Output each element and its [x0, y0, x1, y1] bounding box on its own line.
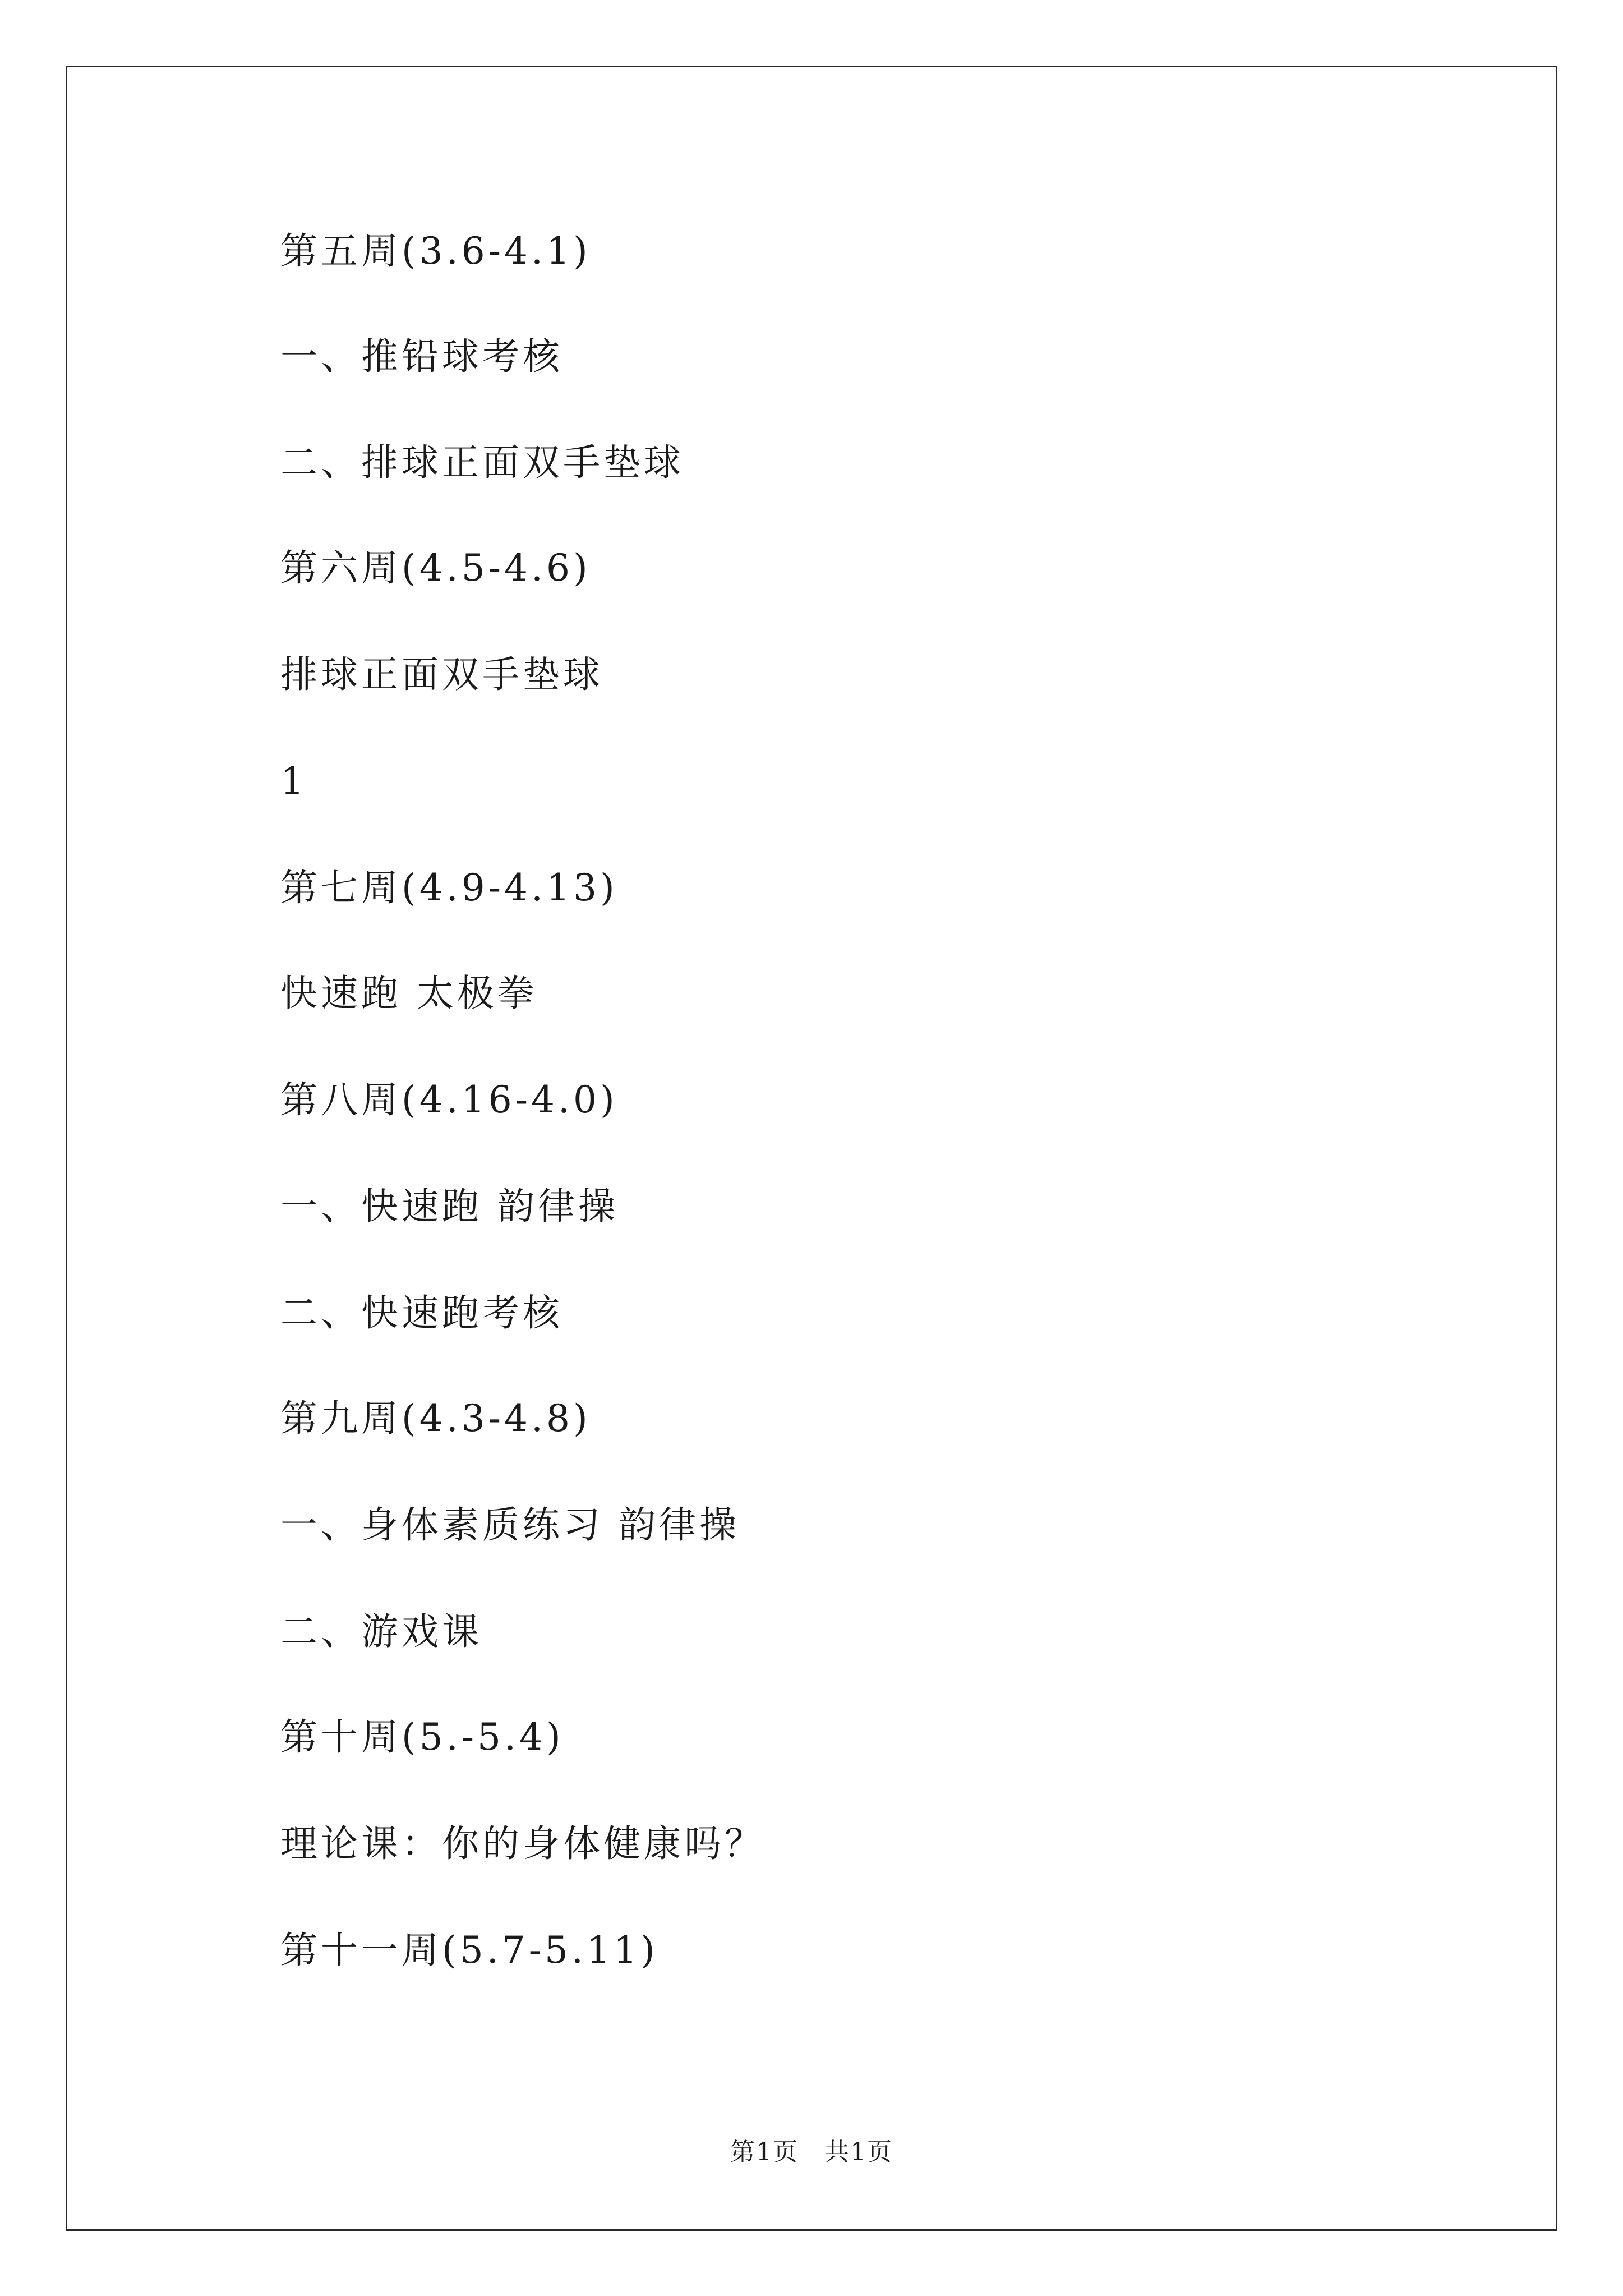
week-6-heading: 第六周(4.5-4.6)	[280, 546, 591, 590]
page-border	[66, 66, 1557, 2231]
number-line: 1	[280, 760, 307, 803]
week-7-heading: 第七周(4.9-4.13)	[280, 866, 618, 909]
week-8-item-2: 二、快速跑考核	[280, 1291, 563, 1335]
week-11-heading: 第十一周(5.7-5.11)	[280, 1929, 658, 1972]
week-7-item: 快速跑 太极拳	[280, 972, 538, 1015]
week-6-item: 排球正面双手垫球	[280, 653, 603, 696]
week-9-item-2: 二、游戏课	[280, 1610, 482, 1653]
week-8-item-1: 一、快速跑 韵律操	[280, 1185, 619, 1228]
week-5-item-2: 二、排球正面双手垫球	[280, 441, 684, 484]
week-8-heading: 第八周(4.16-4.0)	[280, 1078, 618, 1121]
week-9-item-1: 一、身体素质练习 韵律操	[280, 1503, 740, 1547]
week-10-item: 理论课：你的身体健康吗？	[280, 1822, 765, 1865]
week-10-heading: 第十周(5.-5.4)	[280, 1715, 564, 1759]
week-5-item-1: 一、推铅球考核	[280, 335, 563, 378]
week-9-heading: 第九周(4.3-4.8)	[280, 1397, 591, 1440]
week-5-heading: 第五周(3.6-4.1)	[280, 229, 591, 273]
page-footer: 第1页 共1页	[730, 2138, 893, 2166]
